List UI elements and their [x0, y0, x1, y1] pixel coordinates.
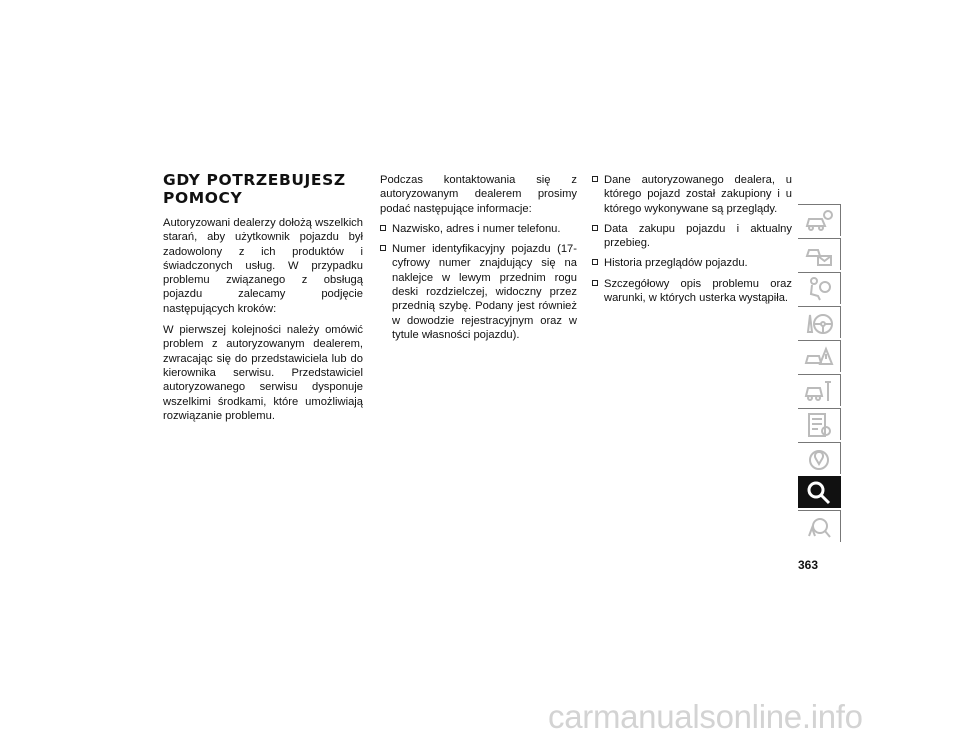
tab-car-info[interactable] [798, 204, 841, 236]
list-item: Dane autoryzowanego dealera, u którego pojazd został zakupiony i u którego wykonywane są przeglądy. [592, 173, 792, 216]
checklist-icon [804, 412, 834, 438]
column-middle [380, 173, 577, 348]
list-item: Szczegółowy opis problemu oraz warunki, w których usterka wystąpiła. [592, 277, 792, 306]
info-list [380, 222, 577, 342]
index-abc-icon [804, 514, 834, 540]
tab-checklist[interactable] [798, 408, 841, 440]
checkbox-bullet-icon [592, 259, 598, 265]
paragraph: Autoryzowani dealerzy dołożą wszelkich starań, aby użytkownik pojazdu był zadowolony z ich produktów i świadczonych usług. W przypadku problemu związanego z obsługą pojazdu zalecamy podjęcie następujących kroków: [163, 217, 363, 315]
car-wrench-icon [804, 378, 834, 404]
paragraph: Podczas kontaktowania się z autoryzowanym dealerem prosimy podać następujące informacje: [380, 174, 577, 215]
tab-car-warning[interactable] [798, 340, 841, 372]
section-heading: GDY POTRZEBUJESZ POMOCY [163, 171, 346, 207]
tab-car-mail[interactable] [798, 238, 841, 270]
map-pin-icon [804, 446, 834, 472]
checkbox-bullet-icon [592, 225, 598, 231]
checkbox-bullet-icon [592, 176, 598, 182]
checkbox-bullet-icon [380, 225, 386, 231]
checkbox-bullet-icon [380, 245, 386, 251]
tab-index-abc[interactable] [798, 510, 841, 542]
list-item: Historia przeglądów pojazdu. [592, 256, 792, 270]
checkbox-bullet-icon [592, 280, 598, 286]
magnifier-icon [804, 480, 834, 506]
paragraph: W pierwszej kolejności należy omówić problem z autoryzowanym dealerem, zwracając się do przedstawiciela lub do kierownika serwisu. Przedstawiciel autoryzowanego serwisu dysponuje wszelkimi środkami, które umożliwiają rozwiązanie problemu. [163, 324, 363, 422]
seat-airbag-icon [804, 276, 834, 302]
column-left [163, 216, 363, 430]
car-info-icon [804, 208, 834, 234]
chapter-tabs [798, 204, 841, 544]
list-item: Numer identyfikacyjny pojazdu (17-cyfrowy numer znajdujący się na naklejce w lewym przednim rogu deski rozdzielczej, widoczny przez przednią szybę. Podany jest również w dowodzie rejestracyjnym oraz w tytule własności pojazdu). [380, 242, 577, 342]
list-item: Data zakupu pojazdu i aktualny przebieg. [592, 222, 792, 251]
column-right [592, 173, 792, 311]
page-number: 363 [798, 558, 819, 572]
car-warning-icon [804, 344, 834, 370]
car-mail-icon [804, 242, 834, 268]
tab-map-pin[interactable] [798, 442, 841, 474]
list-item: Nazwisko, adres i numer telefonu. [380, 222, 577, 236]
tab-magnifier[interactable] [798, 476, 841, 508]
tab-steering-wheel[interactable] [798, 306, 841, 338]
tab-seat-airbag[interactable] [798, 272, 841, 304]
info-list [592, 173, 792, 305]
tab-car-wrench[interactable] [798, 374, 841, 406]
watermark: carmanualsonline.info [548, 698, 863, 735]
steering-wheel-icon [804, 310, 834, 336]
